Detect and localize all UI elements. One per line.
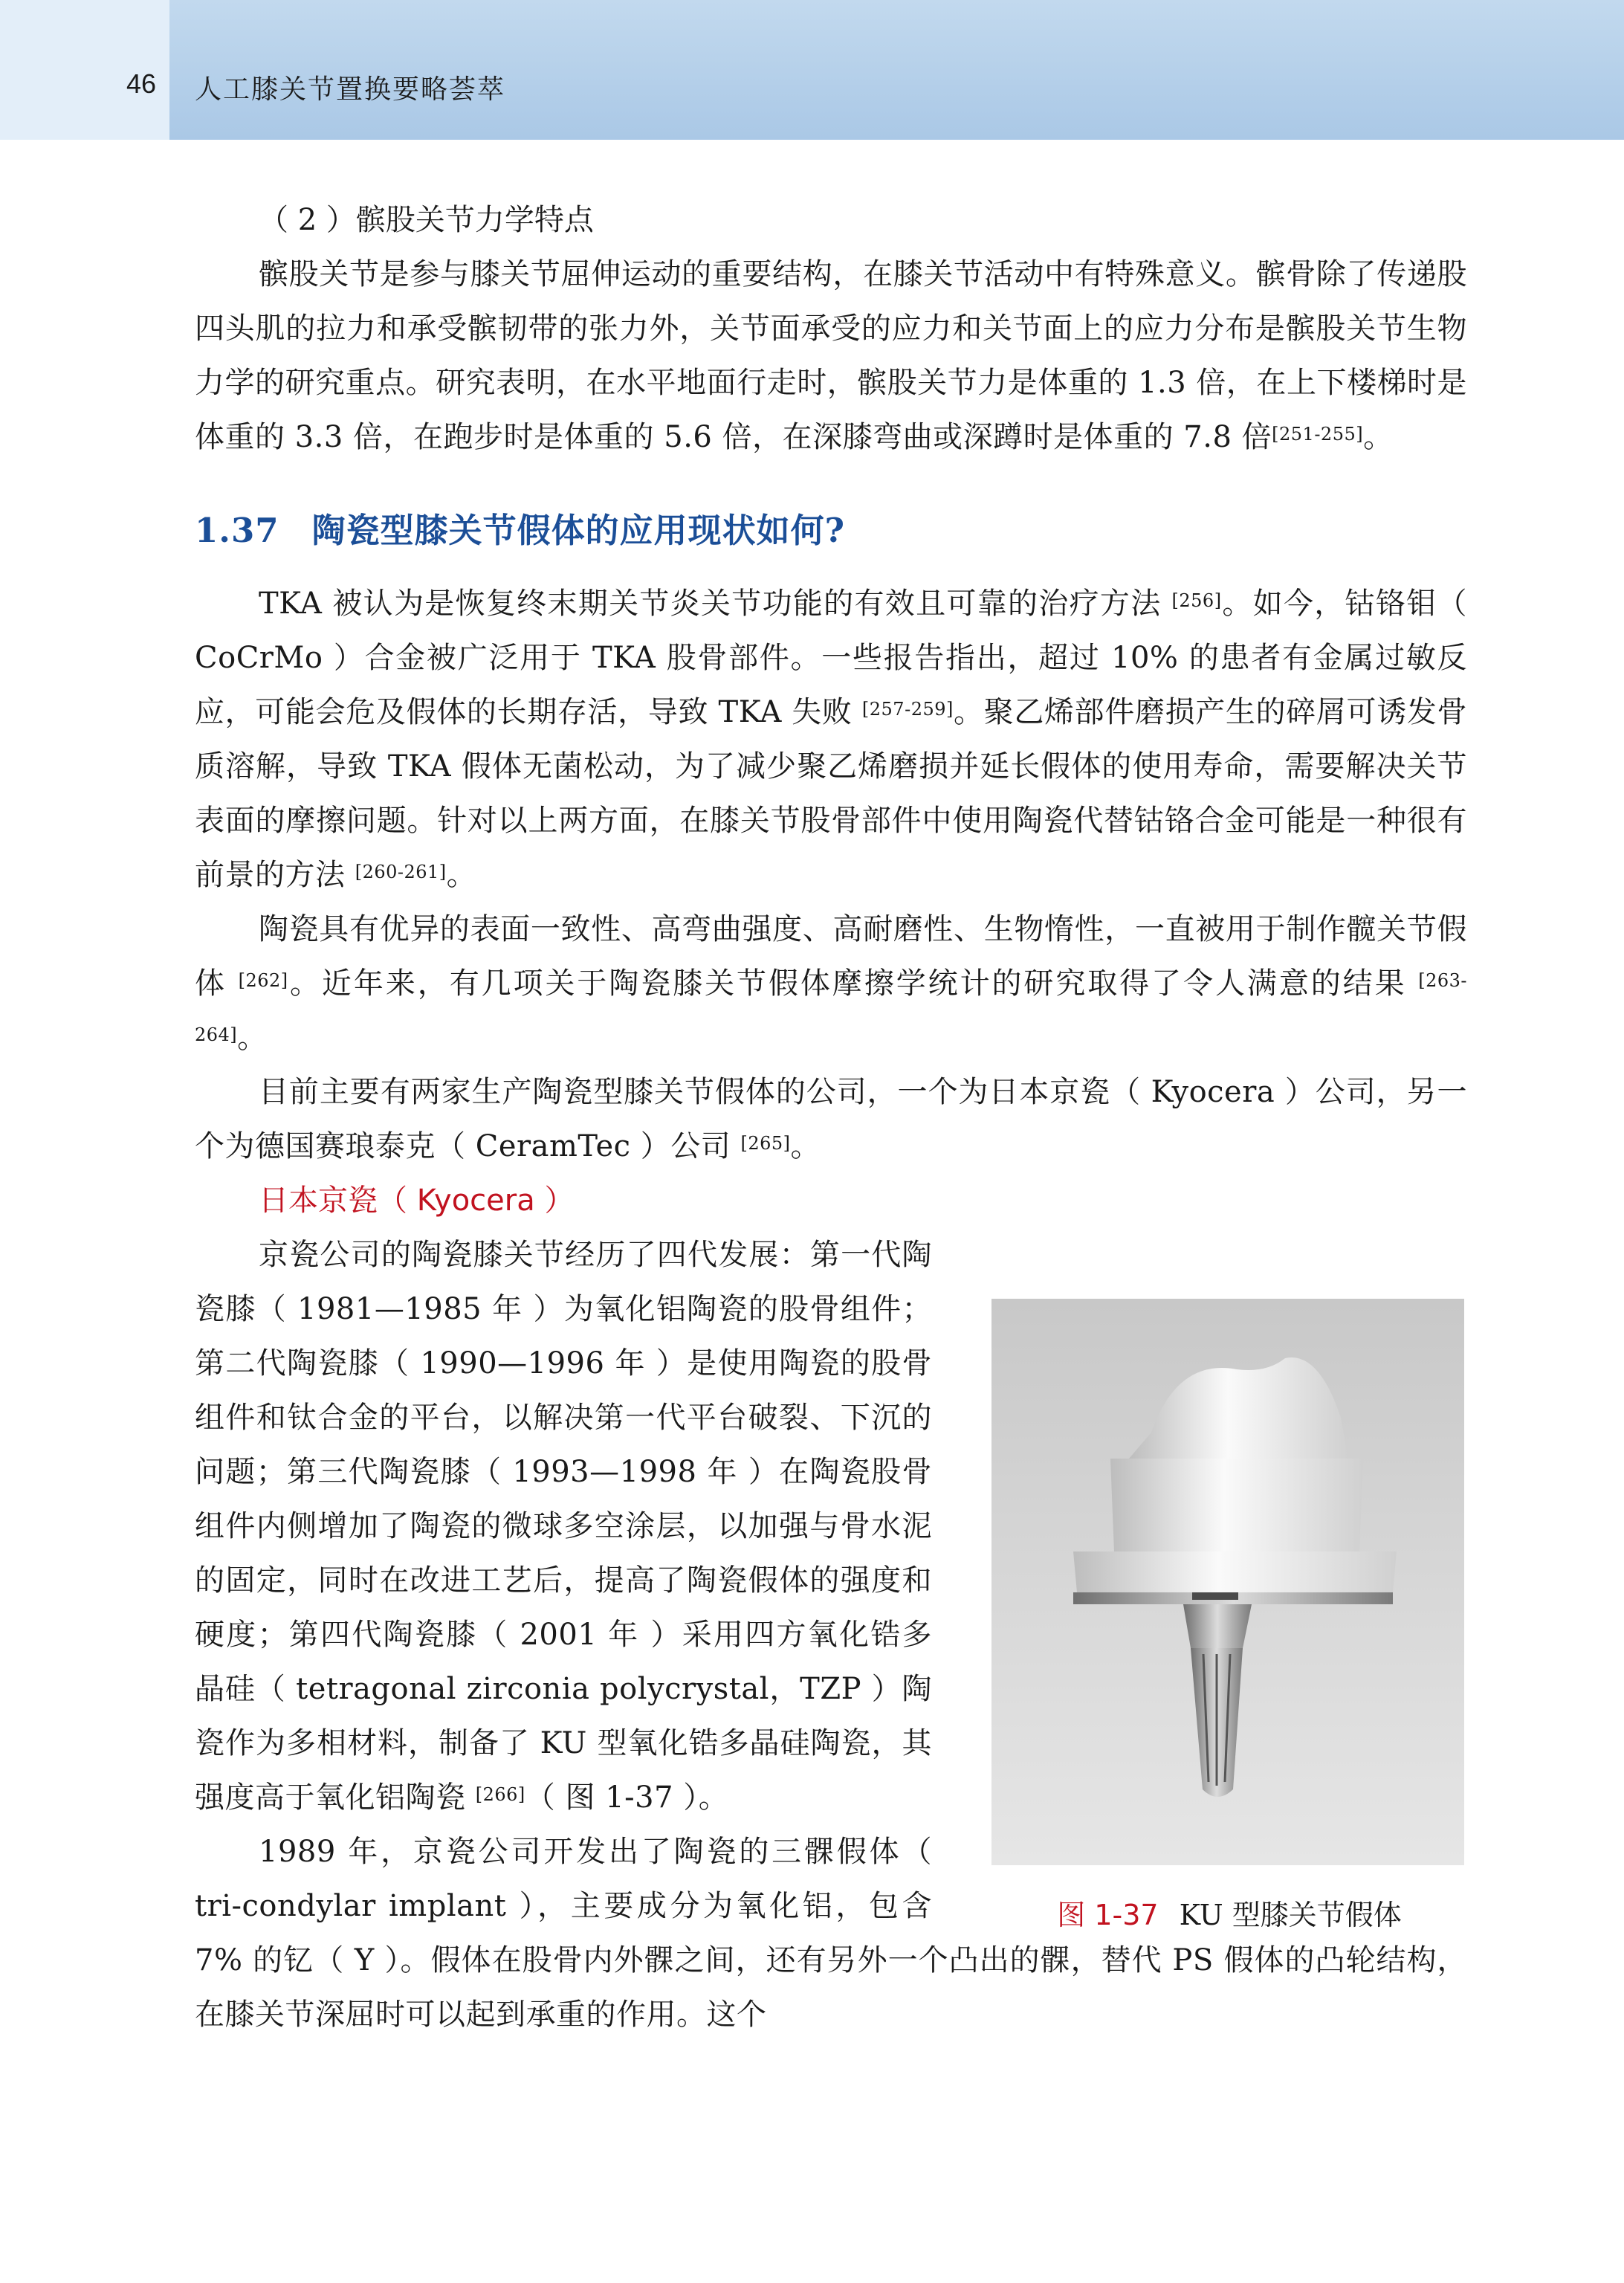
citation: [266] (475, 1784, 525, 1805)
section-heading (195, 503, 1467, 552)
figure-caption (991, 1892, 1467, 1933)
knee-implant-photo (991, 1299, 1464, 1865)
text-run: 。 (1363, 420, 1394, 454)
text-run: 。近年来，有几项关于陶瓷膝关节假体摩擦学统计的研究取得了令人满意的结果 (288, 966, 1419, 1001)
paragraph-2 (195, 902, 1467, 1065)
section-title: 陶瓷型膝关节假体的应用现状如何? (311, 511, 845, 550)
figure-caption-text: KU 型膝关节假体 (1179, 1899, 1402, 1931)
text-run: 。如今，钴铬钼（ CoCrMo ）合金被广泛用于 TKA 股骨部件。一些报告指出，超过 10% 的患者有金属过敏反应，可能会危及假体的长期存活，导致 TKA 失败 (195, 587, 1467, 729)
subsection-heading: （ 2 ）髌股关节力学特点 (259, 203, 594, 237)
text-run: 京瓷公司的陶瓷膝关节经历了四代发展：第一代陶瓷膝（ 1981—1985 年 ）为氧化铝陶瓷的股骨组件；第二代陶瓷膝（ 1990—1996 年 ）是使用陶瓷的股骨组件和钛合金的平台，以解决第一代平台破裂、下沉的问题；第三代陶瓷膝（ 1993—1998 年 ）在陶瓷股骨组件内侧增加了陶瓷的微球多空涂层，以加强与骨水泥的固定，同时在改进工艺后，提高了陶瓷假体的强度和硬度；第四代陶瓷膝（ 2001 年 ）采用四方氧化锆多晶硅（ tetragonal zirconia polycrystal，TZP ）陶瓷作为多相材料，制备了 KU 型氧化锆多晶硅陶瓷，其强度高于氧化铝陶瓷 (195, 1238, 932, 1815)
page-body (195, 193, 1467, 2042)
text-run: 。 (446, 858, 477, 892)
section-number: 1.37 (195, 511, 279, 550)
citation: [257-259] (861, 699, 954, 720)
running-title: 人工膝关节置换要略荟萃 (195, 74, 506, 105)
citation: [265] (740, 1133, 791, 1154)
paragraph-1 (195, 577, 1467, 902)
figure-label: 图 1-37 (1057, 1899, 1159, 1931)
citation: [256] (1171, 590, 1222, 611)
company-heading: 日本京瓷（ Kyocera ） (259, 1184, 575, 1218)
page-number: 46 (126, 68, 156, 99)
paragraph-5: 1989 年，京瓷公司开发出了陶瓷的三髁假体（ tri-condylar implant ），主要成分为氧化铝，包含 7% 的钇（ Y ）。假体在股骨内外髁之间，还有另外一个凸出的髁，替代 PS 假体的凸轮结构，在膝关节深屈时可以起到承重的作用。这个 (195, 1835, 1467, 2032)
figure-1-37 (991, 1299, 1467, 1933)
text-run: 目前主要有两家生产陶瓷型膝关节假体的公司，一个为日本京瓷（ Kyocera ）公司，另一个为德国赛琅泰克（ CeramTec ）公司 (195, 1075, 1467, 1163)
knee-implant-illustration (991, 1299, 1464, 1865)
text-run: TKA 被认为是恢复终末期关节炎关节功能的有效且可靠的治疗方法 (259, 587, 1172, 621)
text-run: 。 (237, 1021, 268, 1055)
text-run: 。 (790, 1129, 821, 1163)
paragraph-patellofemoral (195, 248, 1467, 465)
text-run: 髌股关节是参与膝关节屈伸运动的重要结构，在膝关节活动中有特殊意义。髌骨除了传递股四头肌的拉力和承受髌韧带的张力外，关节面承受的应力和关节面上的应力分布是髌股关节生物力学的研究重点。研究表明，在水平地面行走时，髌股关节力是体重的 1.3 倍，在上下楼梯时是体重的 3.3 倍，在跑步时是体重的 5.6 倍，在深膝弯曲或深蹲时是体重的 7.8 倍 (195, 257, 1467, 454)
paragraph-3 (195, 1065, 1467, 1174)
text-run: 。聚乙烯部件磨损产生的碎屑可诱发骨质溶解，导致 TKA 假体无菌松动，为了减少聚乙烯磨损并延长假体的使用寿命，需要解决关节表面的摩擦问题。针对以上两方面，在膝关节股骨部件中使用陶瓷代替钴铬合金可能是一种很有前景的方法 (195, 695, 1468, 892)
citation: [263-264] (195, 970, 1467, 1045)
citation: [260-261] (355, 862, 447, 882)
text-run: （ 图 1-37 ）。 (525, 1780, 729, 1815)
citation: [262] (238, 970, 288, 991)
text-run: 陶瓷具有优异的表面一致性、高弯曲强度、高耐磨性、生物惰性，一直被用于制作髋关节假体 (195, 912, 1467, 1001)
citation: [251-255] (1272, 424, 1364, 445)
